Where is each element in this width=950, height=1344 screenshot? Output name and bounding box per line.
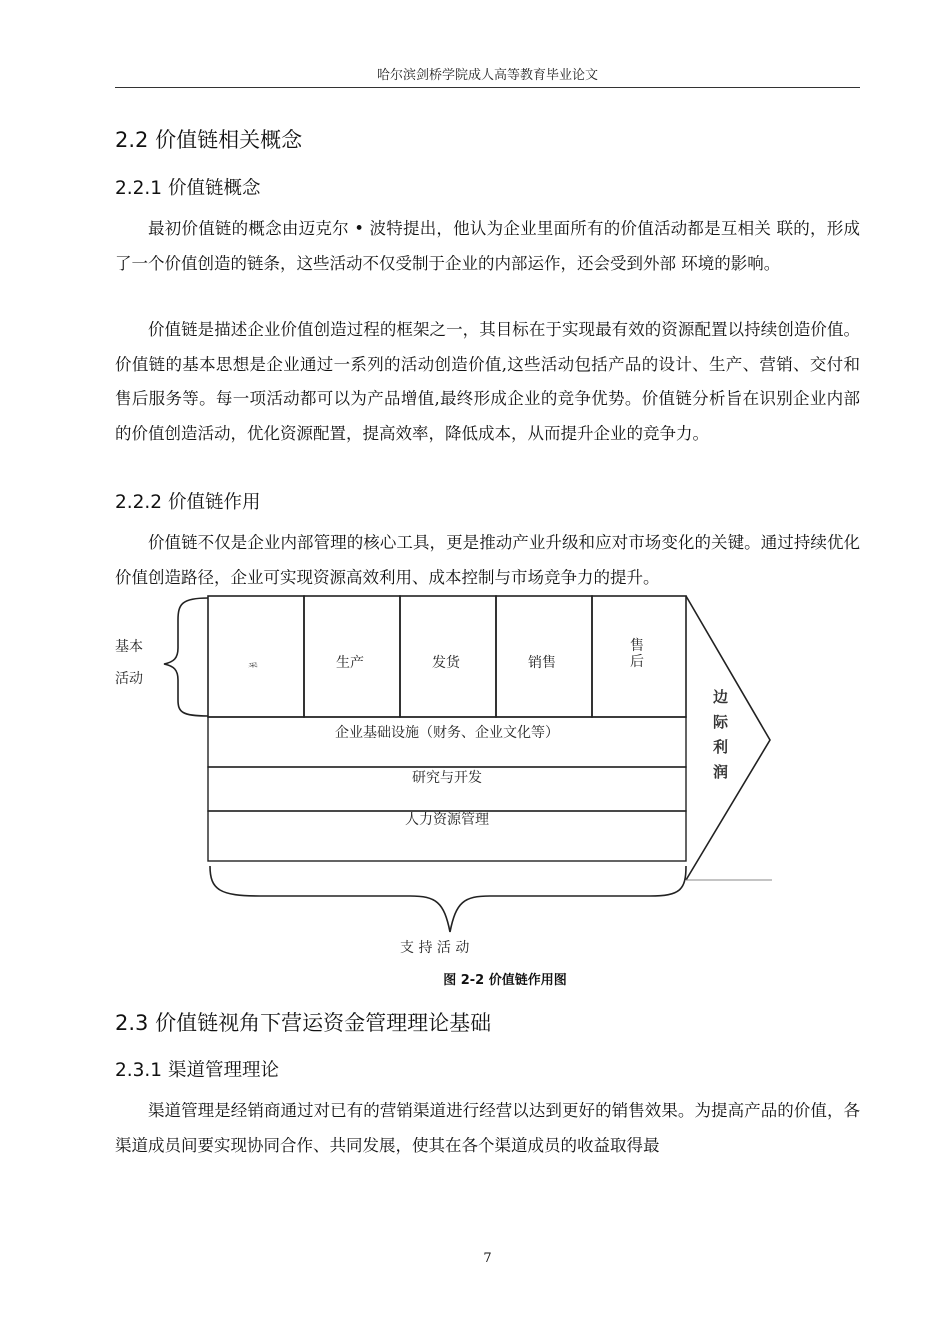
paragraph-2-2-2-1: 价值链不仅是企业内部管理的核心工具，更是推动产业升级和应对市场变化的关键。通过持续优化价值创造路径，企业可实现资源高效利用、成本控制与市场竞争力的提升。	[115, 533, 860, 587]
basic-activities-label-1: 基本	[115, 639, 143, 655]
page-number: 7	[483, 1251, 492, 1266]
support-label-hr: 人力资源管理	[405, 812, 489, 828]
basic-activities-label-2: 活动	[115, 671, 143, 687]
section-2-2-title: 2.2 价值链相关概念	[115, 128, 303, 152]
margin-char-3: 利	[713, 738, 729, 756]
primary-label-4: 销售	[528, 655, 556, 671]
section-2-3-1-title: 2.3.1 渠道管理理论	[115, 1060, 279, 1081]
primary-label-5: 售 后	[630, 638, 644, 670]
support-activities-label: 支 持 活 动	[400, 940, 470, 956]
primary-label-1: 采	[248, 662, 258, 669]
paragraph-2-3-1-1: 渠道管理是经销商通过对已有的营销渠道进行经营以达到更好的销售效果。为提高产品的价值，各渠道成员间要实现协同合作、共同发展，使其在各个渠道成员的收益取得最	[115, 1101, 860, 1155]
primary-box-1	[208, 596, 304, 717]
support-label-rnd: 研究与开发	[412, 770, 482, 786]
primary-label-3: 发货	[432, 655, 460, 671]
support-label-infrastructure: 企业基础设施（财务、企业文化等）	[335, 725, 559, 741]
primary-label-2: 生产	[336, 655, 364, 671]
section-2-2-2-title: 2.2.2 价值链作用	[115, 492, 261, 513]
support-activities-brace	[210, 866, 686, 932]
margin-char-2: 际	[713, 713, 729, 731]
basic-activities-brace	[164, 598, 208, 716]
margin-char-1: 边	[713, 688, 729, 706]
running-header: 哈尔滨剑桥学院成人高等教育毕业论文	[376, 68, 598, 83]
paragraph-2-2-1-2: 价值链是描述企业价值创造过程的框架之一，其目标在于实现最有效的资源配置以持续创造价值。价值链的基本思想是企业通过一系列的活动创造价值,这些活动包括产品的设计、生产、营销、交付和售后服务等。每一项活动都可以为产品增值,最终形成企业的竞争优势。价值链分析旨在识别企业内部的价值创造活动，优化资源配置，提高效率，降低成本，从而提升企业的竞争力。	[115, 320, 860, 443]
figure-caption: 图 2-2 价值链作用图	[443, 973, 567, 988]
paragraph-2-2-1-1: 最初价值链的概念由迈克尔 • 波特提出，他认为企业里面所有的价值活动都是互相关 联的，形成了一个价值创造的链条，这些活动不仅受制于企业的内部运作，还会受到外部 环境的影响。	[115, 219, 860, 273]
margin-char-4: 润	[713, 763, 729, 781]
section-2-3-title: 2.3 价值链视角下营运资金管理理论基础	[115, 1011, 492, 1035]
header-rule	[115, 87, 860, 88]
section-2-2-1-title: 2.2.1 价值链概念	[115, 178, 261, 199]
value-chain-figure	[100, 590, 800, 965]
